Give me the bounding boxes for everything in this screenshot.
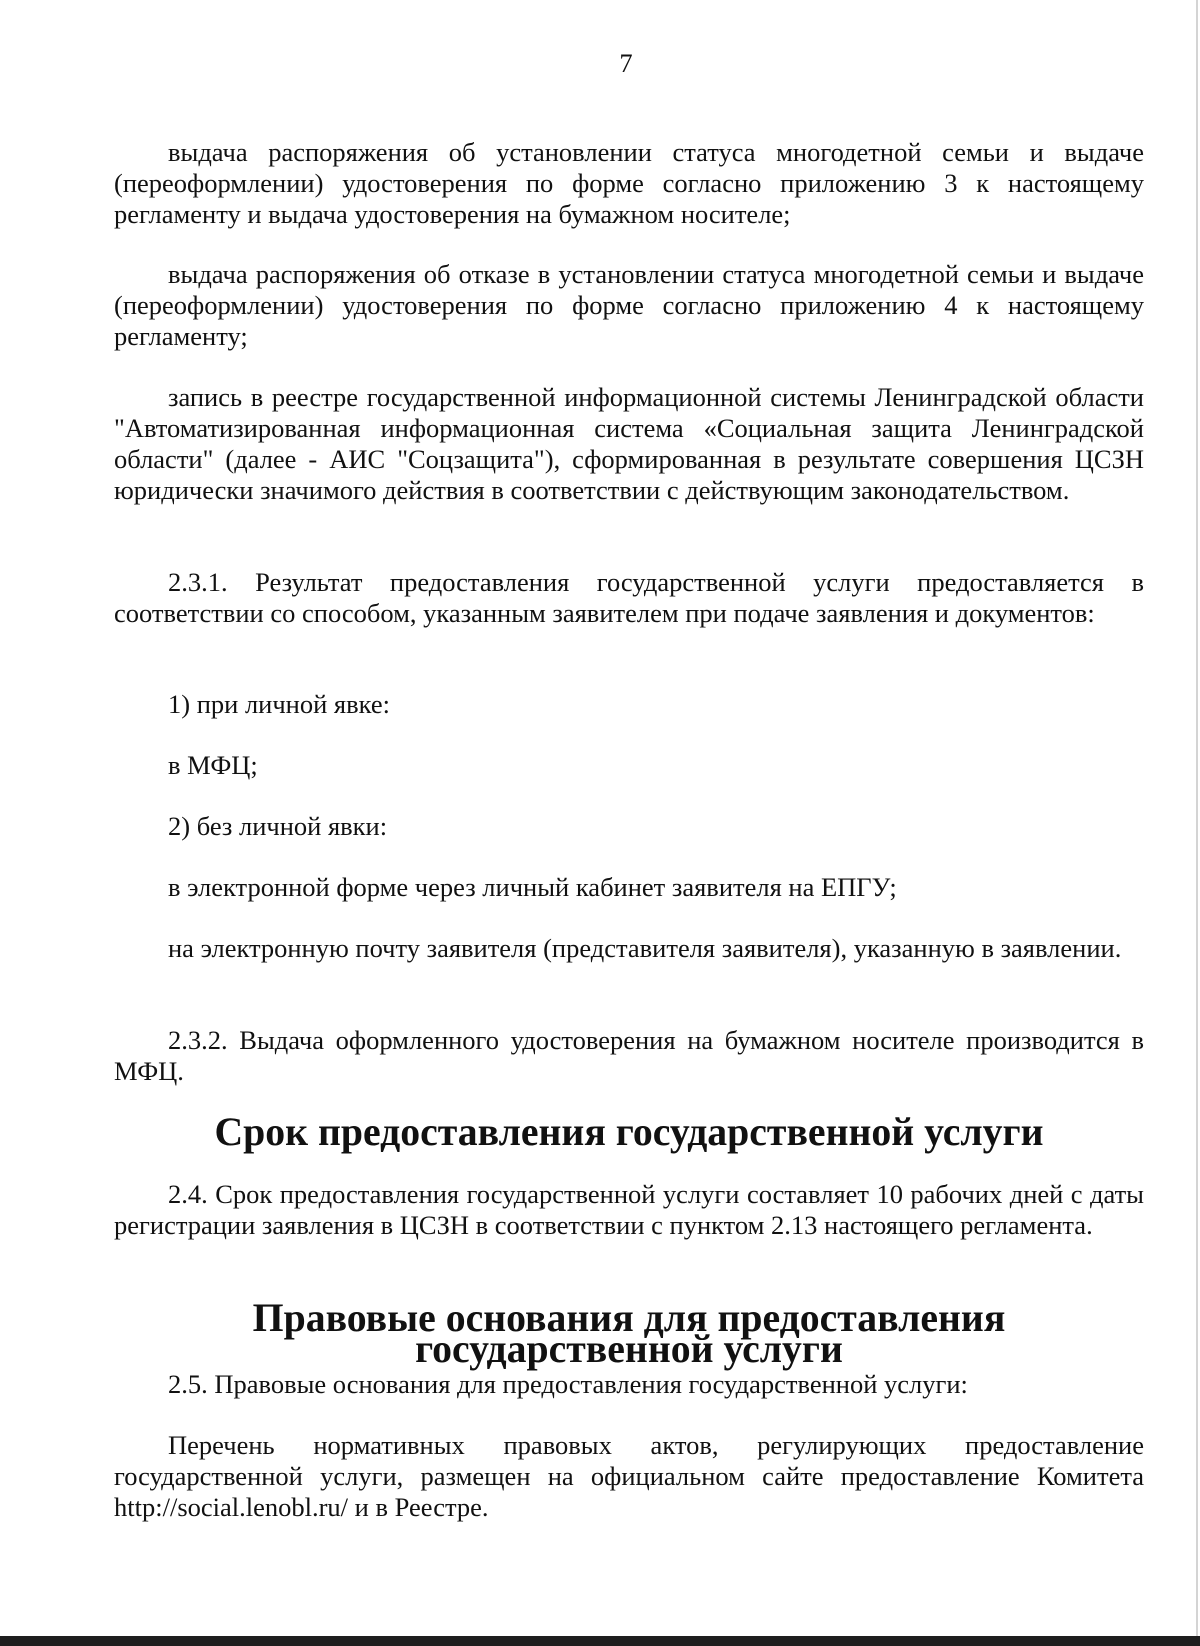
list-item-epgu: в электронной форме через личный кабинет заявителя на ЕПГУ;	[168, 872, 897, 902]
list-item-mfc: в МФЦ;	[168, 750, 258, 780]
paragraph-2-5: 2.5. Правовые основания для предоставления государственной услуги:	[168, 1369, 968, 1399]
paragraph-legal-acts-list: Перечень нормативных правовых актов, регулирующих предоставление государственной услуги, размещен на официальном сайте предоставление Комитета http://social.lenobl.ru/ и в Реестре.	[114, 1430, 1144, 1522]
paragraph-2-3-2: 2.3.2. Выдача оформленного удостоверения на бумажном носителе производится в МФЦ.	[114, 1025, 1144, 1086]
page-number: 7	[619, 48, 633, 78]
scan-bottom-edge	[0, 1636, 1200, 1646]
paragraph-issue-decision-refusal: выдача распоряжения об отказе в установлении статуса многодетной семьи и выдаче (переоформлении) удостоверения по форме согласно приложению 4 к настоящему регламенту;	[114, 259, 1144, 351]
scan-right-edge	[1196, 0, 1198, 1646]
paragraph-2-3-1: 2.3.1. Результат предоставления государственной услуги предоставляется в соответствии со способом, указанным заявителем при подаче заявления и документов:	[114, 567, 1144, 628]
list-item-personal-visit: 1) при личной явке:	[168, 689, 390, 719]
heading-legal-grounds: Правовые основания для предоставления государственной услуги	[252, 1296, 1006, 1371]
heading-service-term: Срок предоставления государственной услуги	[214, 1110, 1044, 1154]
list-item-no-visit: 2) без личной явки:	[168, 811, 388, 841]
paragraph-email: на электронную почту заявителя (представителя заявителя), указанную в заявлении.	[168, 933, 1122, 963]
paragraph-registry-record: запись в реестре государственной информационной системы Ленинградской области "Автоматизированная информационная система «Социальная защита Ленинградской области" (далее - АИС "Соцзащита"), сформированная в результате совершения ЦСЗН юридически значимого действия в соответствии с действующим законодательством.	[114, 382, 1144, 505]
paragraph-2-4: 2.4. Срок предоставления государственной услуги составляет 10 рабочих дней с даты регистрации заявления в ЦСЗН в соответствии с пунктом 2.13 настоящего регламента.	[114, 1179, 1144, 1240]
paragraph-issue-decision-status: выдача распоряжения об установлении статуса многодетной семьи и выдаче (переоформлении) удостоверения по форме согласно приложению 3 к настоящему регламенту и выдача удостоверения на бумажном носителе;	[114, 137, 1144, 229]
